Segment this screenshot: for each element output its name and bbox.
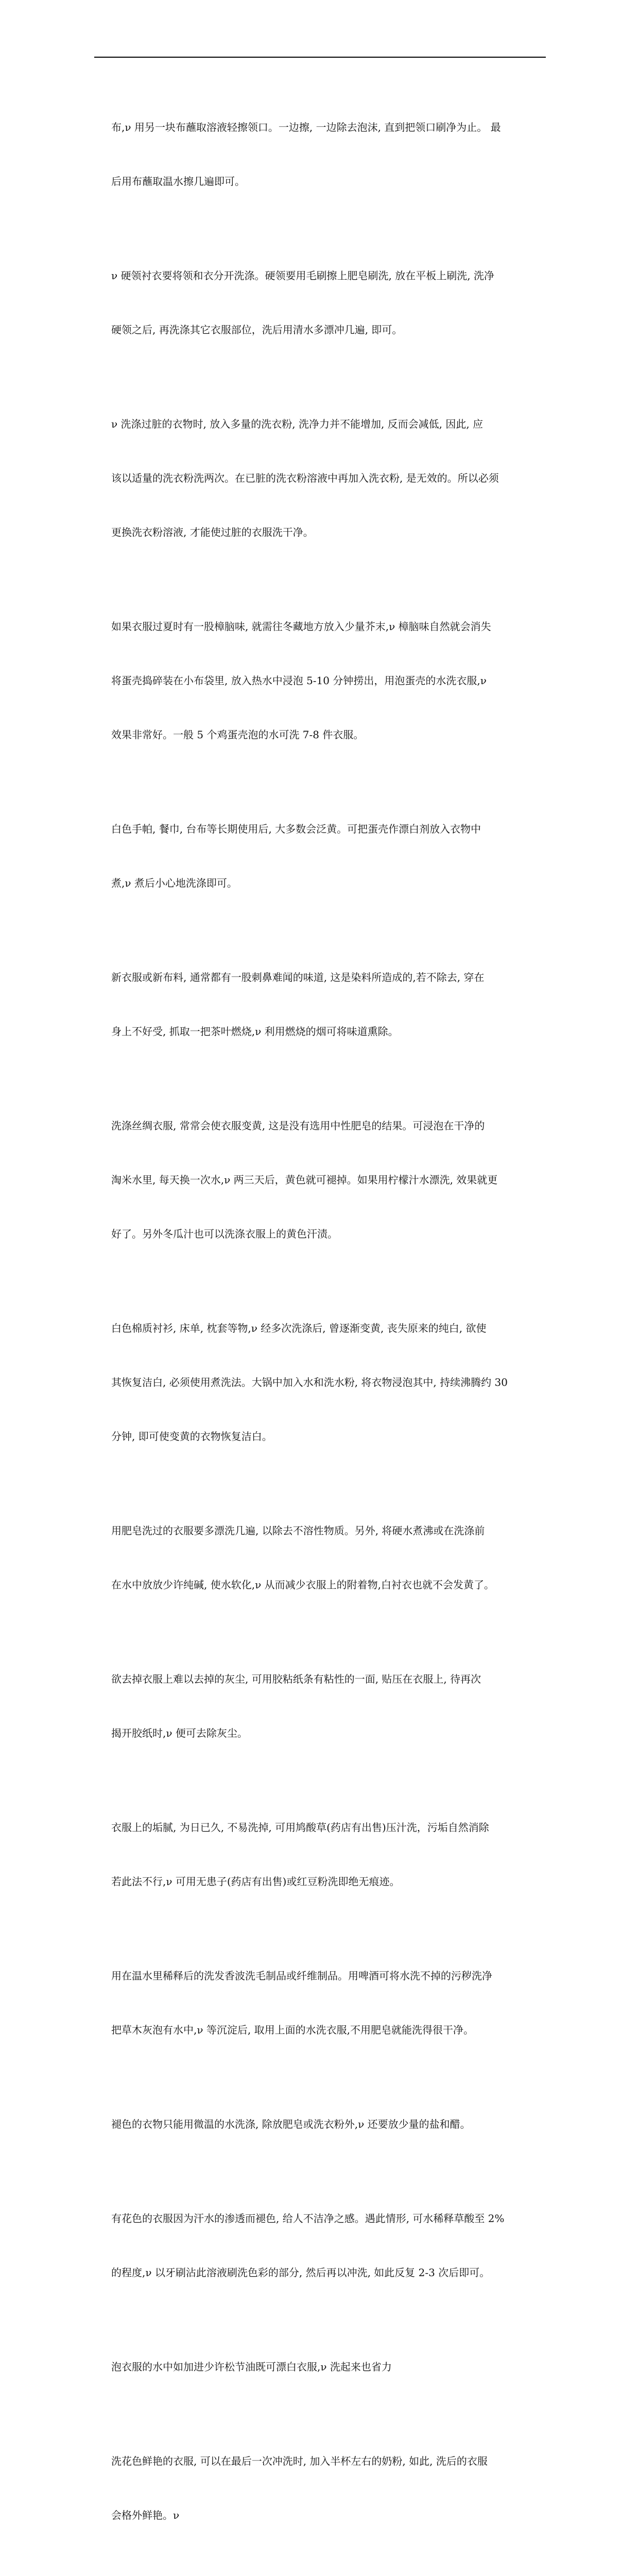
paragraph — [111, 2565, 539, 2576]
paragraph — [111, 82, 539, 227]
text-line: 把草木灰泡有水中,ν 等沉淀后, 取用上面的水洗衣服,不用肥皂就能洗得很干净。 — [111, 2024, 474, 2036]
paragraph — [111, 1634, 539, 1778]
text-line: 褪色的衣物只能用微温的水洗涤, 除放肥皂或洗衣粉外,ν 还要放少量的盐和醋。 — [111, 2118, 471, 2130]
text-line: 洗花色鲜艳的衣服, 可以在最后一次冲洗时, 加入半杯左右的奶粉, 如此, 洗后的衣服 — [111, 2455, 488, 2467]
text-line: 会格外鲜艳。ν — [111, 2509, 180, 2521]
body-text — [111, 82, 539, 2576]
paragraph — [111, 933, 539, 1077]
text-line: ν 洗涤过脏的衣物时, 放入多量的洗衣粉, 洗净力并不能增加, 反而会减低, 因此, 应 — [111, 418, 483, 430]
text-line: 如果衣服过夏时有一股樟脑味, 就需往冬藏地方放入少量芥末,ν 樟脑味自然就会消失 — [111, 620, 491, 633]
text-line: 其恢复洁白, 必须使用煮洗法。大锅中加入水和洗水粉, 将衣物浸泡其中, 持续沸腾约 30 — [111, 1376, 508, 1388]
paragraph — [111, 784, 539, 928]
paragraph — [111, 582, 539, 780]
text-line: 的程度,ν 以牙刷沾此溶液刷洗色彩的部分, 然后再以冲洗, 如此反复 2-3 次后即可。 — [111, 2266, 490, 2279]
text-line: 该以适量的洗衣粉洗两次。在已脏的洗衣粉溶液中再加入洗衣粉, 是无效的。所以必须 — [111, 472, 499, 484]
text-line: 有花色的衣服因为汗水的渗透而褪色, 给人不洁净之感。遇此情形, 可水稀释草酸至 2% — [111, 2212, 505, 2225]
paragraph — [111, 1486, 539, 1630]
paragraph — [111, 1931, 539, 2075]
text-line: 若此法不行,ν 可用无患子(药店有出售)或红豆粉洗即绝无痕迹。 — [111, 1875, 400, 1888]
text-line: 揭开胶纸时,ν 便可去除灰尘。 — [111, 1727, 248, 1739]
text-line: ν 硬领衬衣要将领和衣分开洗涤。硬领要用毛刷擦上肥皂刷洗, 放在平板上刷洗, 洗净 — [111, 269, 494, 282]
paragraph — [111, 1783, 539, 1927]
text-line: 淘米水里, 每天换一次水,ν 两三天后，黄色就可褪掉。如果用柠檬汁水漂洗, 效果就更 — [111, 1174, 498, 1186]
text-line: 在水中放放少许纯碱, 使水软化,ν 从而减少衣服上的附着物,白衬衣也就不会发黄了。 — [111, 1579, 494, 1591]
text-line: 泡衣服的水中如加进少许松节油既可漂白衣服,ν 洗起来也省力 — [111, 2361, 392, 2373]
text-line: 后用布蘸取温水擦几遍即可。 — [111, 175, 245, 188]
paragraph — [111, 231, 539, 375]
paragraph — [111, 2079, 539, 2170]
text-line: 白色手帕, 餐巾, 台布等长期使用后, 大多数会泛黄。可把蛋壳作漂白剂放入衣物中 — [111, 823, 481, 835]
header-rule — [94, 57, 546, 58]
paragraph — [111, 2416, 539, 2561]
text-line: 好了。另外冬瓜汁也可以洗涤衣服上的黄色汗渍。 — [111, 1228, 338, 1240]
text-line: 用在温水里稀释后的洗发香波洗毛制品或纤维制品。用啤酒可将水洗不掉的污秽洗净 — [111, 1970, 492, 1982]
paragraph — [111, 379, 539, 578]
paragraph — [111, 1283, 539, 1482]
text-line: 分钟, 即可使变黄的衣物恢复洁白。 — [111, 1430, 272, 1443]
text-line: 用肥皂洗过的衣服要多漂洗几遍, 以除去不溶性物质。另外, 将硬水煮沸或在洗涤前 — [111, 1524, 485, 1537]
text-line: 白色棉质衬衫, 床单, 枕套等物,ν 经多次洗涤后, 曾逐渐变黄, 丧失原来的纯白, 欲使 — [111, 1322, 487, 1334]
text-line: 洗涤丝绸衣服, 常常会使衣服变黄, 这是没有选用中性肥皂的结果。可浸泡在干净的 — [111, 1120, 485, 1132]
paragraph — [111, 2322, 539, 2412]
text-line: 更换洗衣粉溶液, 才能使过脏的衣服洗干净。 — [111, 526, 314, 538]
text-line: 将蛋壳捣碎装在小布袋里, 放入热水中浸泡 5-10 分钟捞出，用泡蛋壳的水洗衣服,ν — [111, 674, 487, 687]
paragraph — [111, 2174, 539, 2318]
text-line: 硬领之后, 再洗涤其它衣服部位，洗后用清水多漂冲几遍, 即可。 — [111, 324, 403, 336]
text-line: 新衣服或新布料, 通常都有一股刺鼻难闻的味道, 这是染料所造成的,若不除去, 穿在 — [111, 971, 485, 984]
text-line: 身上不好受, 抓取一把茶叶燃烧,ν 利用燃烧的烟可将味道熏除。 — [111, 1025, 399, 1038]
paragraph — [111, 1081, 539, 1279]
text-line: 布,ν 用另一块布蘸取溶液轻擦领口。一边擦, 一边除去泡沫, 直到把领口刷净为止。 最 — [111, 121, 501, 133]
text-line: 效果非常好。一般 5 个鸡蛋壳泡的水可洗 7-8 件衣服。 — [111, 728, 364, 741]
text-line: 欲去掉衣服上难以去掉的灰尘, 可用胶粘纸条有粘性的一面, 贴压在衣服上, 待再次 — [111, 1673, 481, 1685]
text-line: 煮,ν 煮后小心地洗涤即可。 — [111, 877, 237, 889]
text-line: 衣服上的垢腻, 为日已久, 不易洗掉, 可用鸠酸草(药店有出售)压汁洗，污垢自然消除 — [111, 1821, 489, 1834]
